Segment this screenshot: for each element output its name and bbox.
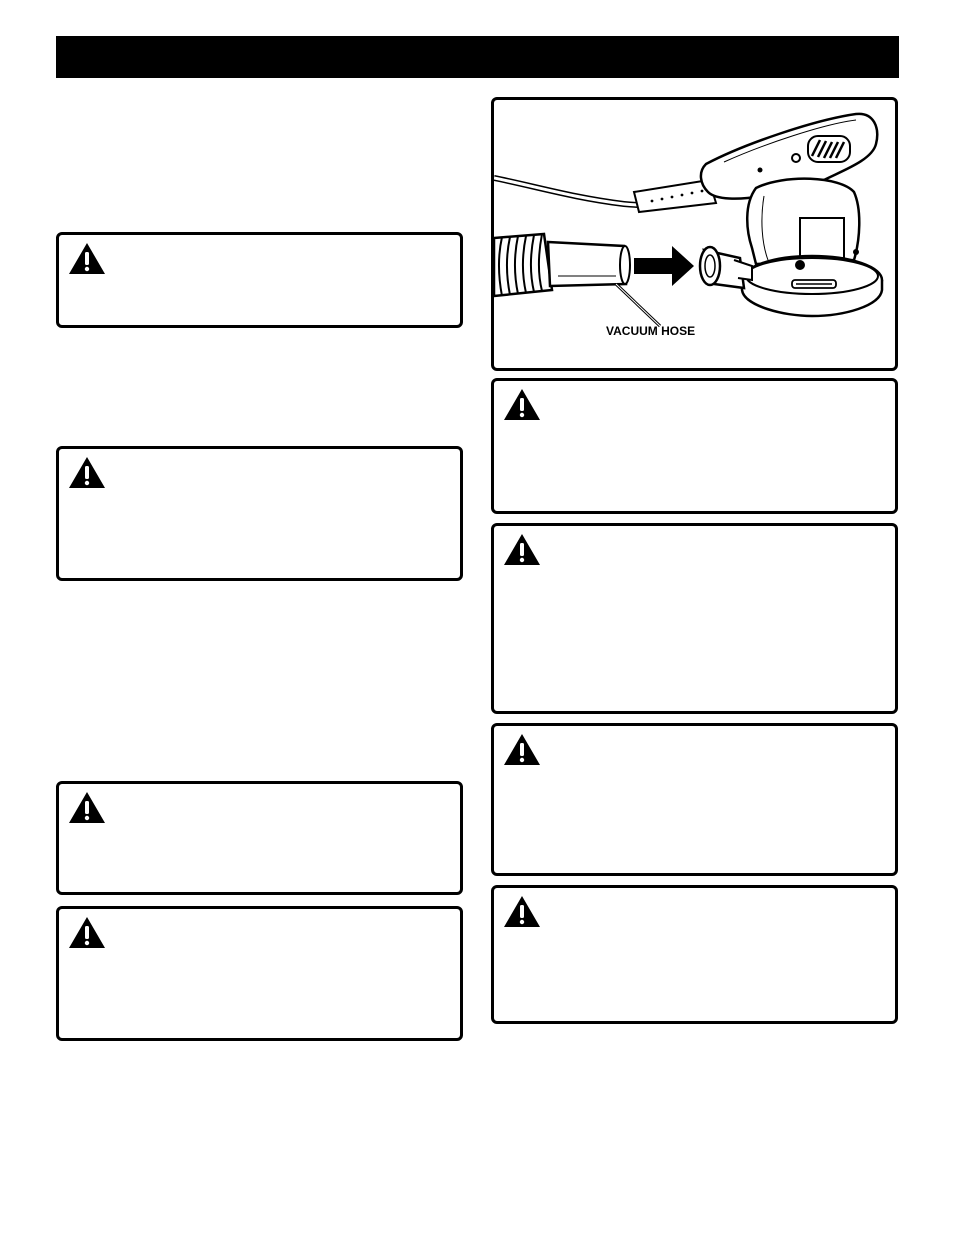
warning-box-left-2: [56, 446, 463, 581]
warning-triangle-icon: [502, 532, 542, 568]
warning-box-left-3: [56, 781, 463, 895]
warning-box-left-4: [56, 906, 463, 1041]
header-bar: [56, 36, 899, 78]
warning-box-right-2: [491, 523, 898, 714]
warning-triangle-icon: [67, 790, 107, 826]
warning-triangle-icon: [67, 241, 107, 277]
warning-triangle-icon: [502, 387, 542, 423]
warning-triangle-icon: [502, 732, 542, 768]
warning-box-right-1: [491, 378, 898, 514]
vacuum-hose-label: VACUUM HOSE: [606, 324, 696, 338]
sander-figure: [491, 97, 898, 371]
warning-triangle-icon: [502, 894, 542, 930]
warning-triangle-icon: [67, 455, 107, 491]
warning-box-left-1: [56, 232, 463, 328]
warning-triangle-icon: [67, 915, 107, 951]
warning-box-right-3: [491, 723, 898, 876]
warning-box-right-4: [491, 885, 898, 1024]
